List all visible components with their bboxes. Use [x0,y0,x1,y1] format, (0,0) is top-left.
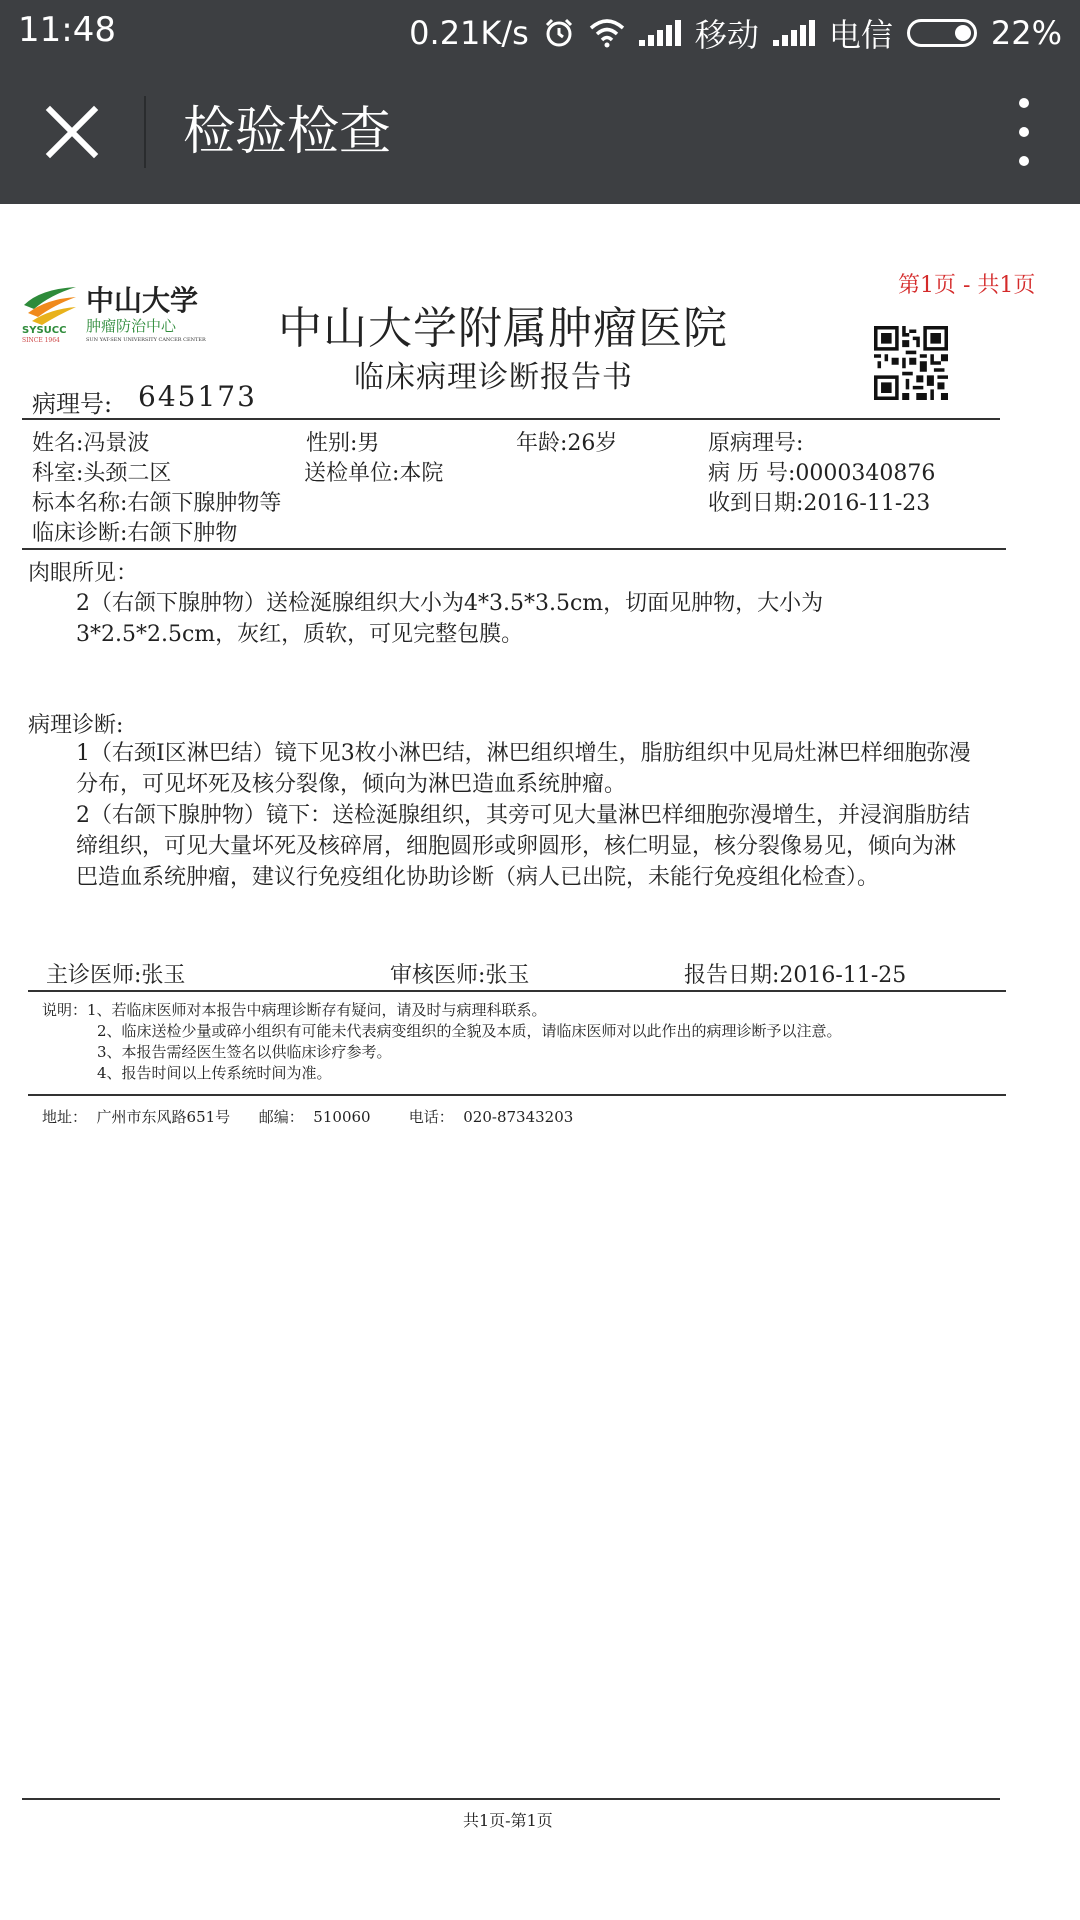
note-line-4: 4、报告时间以上传系统时间为准。 [97,1064,332,1082]
logo-mark-icon [20,279,80,327]
note-line-1: 说明：1、若临床医师对本报告中病理诊断存有疑问，请及时与病理科联系。 [42,1001,547,1019]
qr-code-icon [874,326,948,400]
gross-text: 2（右颌下腺肿物）送检涎腺组织大小为4*3.5*3.5cm，切面见肿物，大小为3*2.5*2.5cm，灰红，质软，可见完整包膜。 [76,591,824,647]
net-speed: 0.21K/s [409,14,529,52]
divider-top [22,418,1000,420]
report-date: 报告日期:2016-11-25 [684,963,907,988]
logo-en: SYSUCC [22,325,67,336]
title-divider [144,96,146,168]
attending-physician: 主诊医师:张玉 [46,963,186,988]
signal-icon-2 [773,20,815,46]
divider-signatures [28,990,1006,992]
bottom-pager: 共1页-第1页 [463,1811,553,1830]
logo-en-full: SUN YAT-SEN UNIVERSITY CANCER CENTER [86,337,206,343]
hospital-name: 中山大学附属肿瘤医院 [278,303,728,354]
orig-pathology-no: 原病理号: [708,431,804,456]
page-title: 检验检查 [183,102,392,162]
divider-fields [22,548,1006,550]
specimen-name: 标本名称:右颌下腺肿物等 [32,491,282,516]
alarm-icon [543,17,575,49]
diagnosis-item-1: 1（右颈I区淋巴结）镜下见3枚小淋巴结，淋巴组织增生，脂肪组织中见局灶淋巴样细胞弥漫分布，可见坏死及核分裂像，倾向为淋巴造血系统肿瘤。 [76,741,971,797]
battery-level: 22% [990,14,1062,52]
app-title-bar [0,60,1080,204]
carrier-2: 电信 [828,16,893,54]
pathology-no-label: 病理号: [32,390,113,418]
signal-icon-1 [639,20,681,46]
logo-since: SINCE 1964 [22,337,60,344]
note-line-2: 2、临床送检少量或碎小组织有可能未代表病变组织的全貌及本质，请临床医师对以此作出的病理诊断予以注意。 [97,1022,842,1040]
report-document [0,204,1080,1920]
diagnosis-item-2: 2（右颌下腺肿物）镜下：送检涎腺组织，其旁可见大量淋巴样细胞弥漫增生，并浸润脂肪结缔组织，可见大量坏死及核碎屑，细胞圆形或卵圆形，核仁明显，核分裂像易见，倾向为淋巴造血系统肿瘤，建议行免疫组化协助诊断（病人已出院，未能行免疫组化检查）。 [76,803,971,890]
divider-notes [28,1094,1006,1096]
sending-unit: 送检单位:本院 [304,461,444,486]
patient-gender: 性别:男 [306,431,380,456]
close-icon[interactable] [40,100,104,164]
more-menu-icon[interactable] [1004,98,1044,166]
patient-age: 年龄:26岁 [516,431,618,456]
diagnosis-heading: 病理诊断: [28,713,124,738]
hospital-address: 地址： 广州市东风路651号 邮编： 510060 电话： 020-87343203 [42,1108,574,1126]
logo-subtext: 肿瘤防治中心 [86,317,177,335]
logo-text: 中山大学 [86,284,199,317]
patient-name: 姓名:冯景波 [32,431,150,456]
battery-icon [907,19,977,47]
received-date: 收到日期:2016-11-23 [708,491,931,516]
wifi-icon [589,18,625,48]
department: 科室:头颈二区 [32,461,172,486]
report-title: 临床病理诊断报告书 [354,360,633,395]
status-time: 11:48 [18,10,116,50]
divider-bottom [22,1798,1000,1800]
status-right-group [409,10,1062,56]
hospital-logo [20,279,205,349]
gross-heading: 肉眼所见： [28,561,139,586]
reviewing-physician: 审核医师:张玉 [390,963,530,988]
status-bar [0,0,1080,60]
note-line-3: 3、本报告需经医生签名以供临床诊疗参考。 [97,1043,392,1061]
pathology-number: 645173 [138,380,257,413]
clinical-diagnosis: 临床诊断:右颌下肿物 [32,521,238,546]
carrier-1: 移动 [694,16,759,54]
page-indicator: 第1页 - 共1页 [898,273,1036,298]
medical-record-no: 病 历 号:0000340876 [708,461,936,486]
